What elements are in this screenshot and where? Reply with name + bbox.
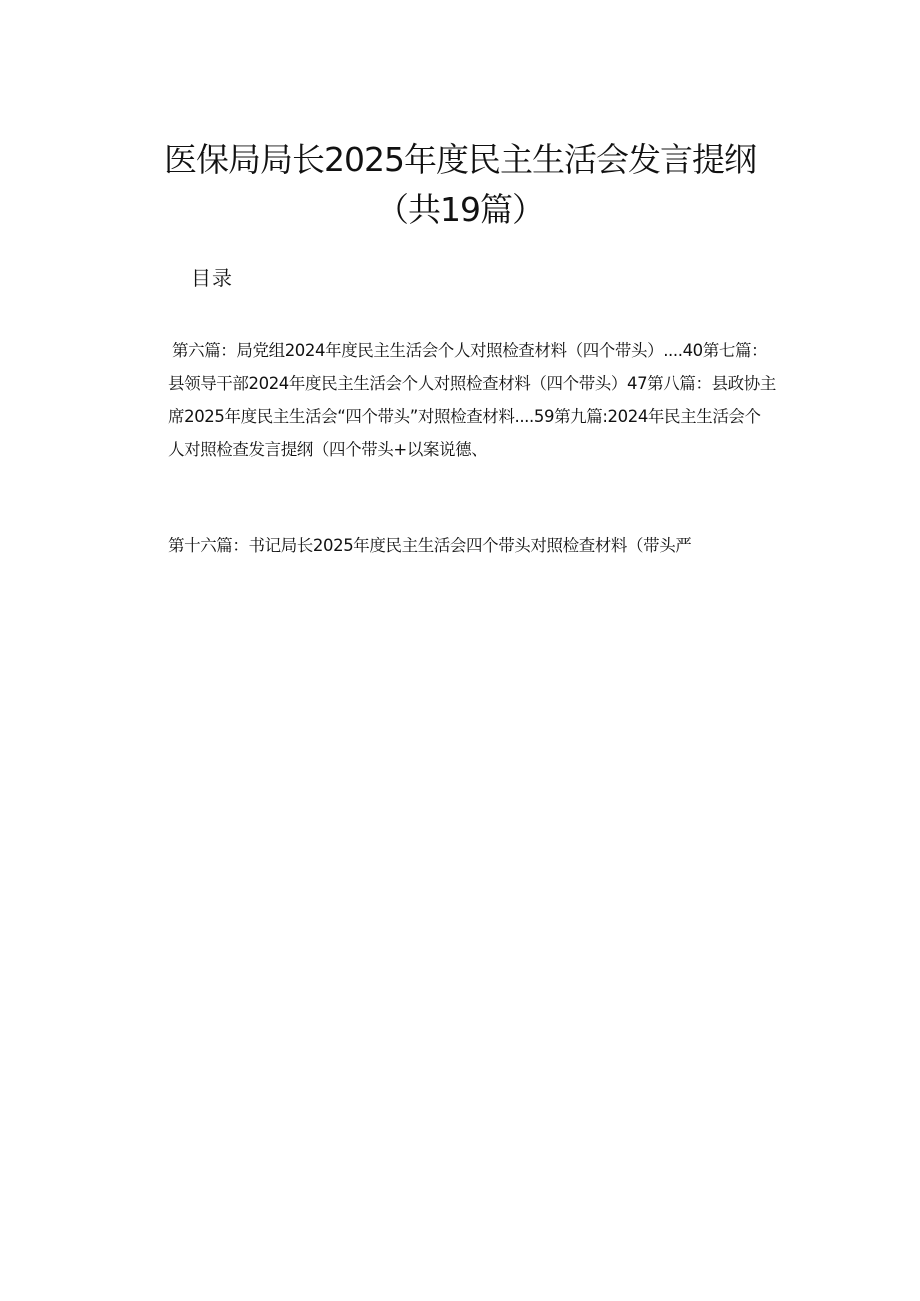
toc-paragraph-2 <box>168 529 808 562</box>
toc-line: 县领导干部2024年度民主生活会个人对照检查材料（四个带头）47第八篇：县政协主 <box>168 374 776 393</box>
toc-line: 人对照检查发言提纲（四个带头+以案说德、 <box>168 440 488 459</box>
toc-line: 第六篇：局党组2024年度民主生活会个人对照检查材料（四个带头）....40第七篇： <box>172 341 768 360</box>
document-title-line-1: 医保局局长2025年度民主生活会发言提纲 <box>164 140 756 179</box>
toc-line: 第十六篇：书记局长2025年度民主生活会四个带头对照检查材料（带头严 <box>168 536 692 555</box>
toc-line: 席2025年度民主生活会“四个带头”对照检查材料....59第九篇:2024年民主生活会个 <box>168 407 761 426</box>
toc-heading: 目录 <box>191 266 233 290</box>
toc-paragraph-1 <box>168 334 808 466</box>
document-title-line-2: （共19篇） <box>376 190 544 229</box>
